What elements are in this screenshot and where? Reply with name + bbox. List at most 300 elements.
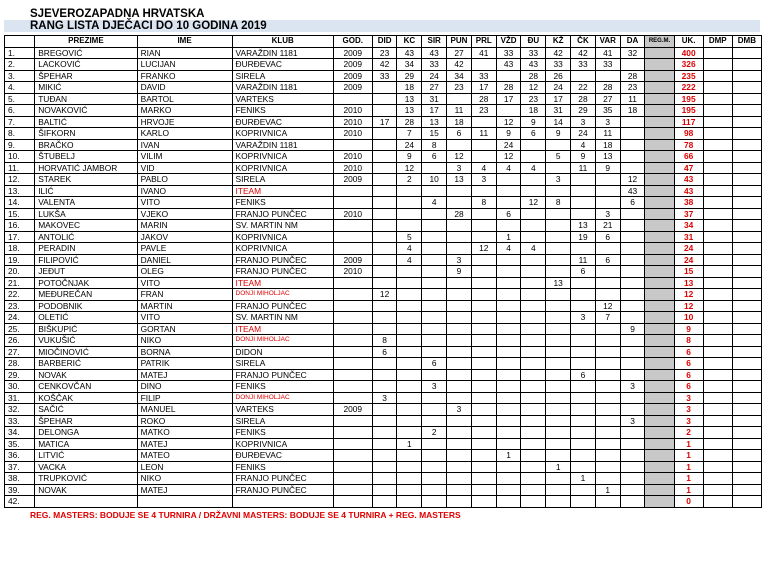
reg-masters-cell <box>645 427 674 439</box>
tournament-points-cell <box>546 392 571 404</box>
tournament-points-cell <box>372 300 397 312</box>
tournament-points-cell: 9 <box>546 128 571 140</box>
firstname-cell: PAVLE <box>137 243 232 255</box>
year-cell <box>333 484 372 496</box>
column-header: DID <box>372 36 397 48</box>
tournament-points-cell <box>496 323 521 335</box>
tournament-points-cell <box>447 231 472 243</box>
tournament-points-cell: 29 <box>397 70 422 82</box>
tournament-points-cell: 12 <box>397 162 422 174</box>
tournament-points-cell <box>595 496 620 508</box>
year-cell <box>333 335 372 347</box>
tournament-points-cell: 2 <box>422 427 447 439</box>
tournament-points-cell <box>620 404 645 416</box>
table-row <box>5 185 762 197</box>
tournament-points-cell <box>397 450 422 462</box>
tournament-points-cell <box>571 415 596 427</box>
tournament-points-cell <box>571 277 596 289</box>
year-cell: 2009 <box>333 47 372 59</box>
reg-masters-cell <box>645 438 674 450</box>
table-body <box>5 47 762 507</box>
tournament-points-cell <box>595 404 620 416</box>
tournament-points-cell <box>595 427 620 439</box>
ranking-document <box>4 8 762 520</box>
tournament-points-cell <box>372 358 397 370</box>
reg-masters-cell <box>645 346 674 358</box>
rank-cell: 3. <box>5 70 35 82</box>
tournament-points-cell: 7 <box>397 128 422 140</box>
tournament-points-cell <box>703 358 732 370</box>
tournament-points-cell <box>620 369 645 381</box>
tournament-points-cell <box>732 116 761 128</box>
reg-masters-cell <box>645 484 674 496</box>
rank-cell: 13. <box>5 185 35 197</box>
tournament-points-cell <box>703 220 732 232</box>
total-points-cell: 24 <box>674 243 703 255</box>
tournament-points-cell <box>546 300 571 312</box>
tournament-points-cell <box>397 404 422 416</box>
reg-masters-cell <box>645 139 674 151</box>
club-cell: KOPRIVNICA <box>232 231 333 243</box>
tournament-points-cell: 33 <box>595 59 620 71</box>
tournament-points-cell <box>571 208 596 220</box>
footer-note: REG. MASTERS: BODUJE SE 4 TURNIRA / DRŽAVNI MASTERS: BODUJE SE 4 TURNIRA + REG. MASTERS <box>30 509 461 520</box>
total-points-cell: 400 <box>674 47 703 59</box>
year-cell <box>333 139 372 151</box>
tournament-points-cell <box>703 450 732 462</box>
tournament-points-cell <box>546 473 571 485</box>
tournament-points-cell <box>496 174 521 186</box>
tournament-points-cell <box>595 335 620 347</box>
year-cell: 2009 <box>333 174 372 186</box>
firstname-cell: VITO <box>137 277 232 289</box>
tournament-points-cell: 41 <box>471 47 496 59</box>
tournament-points-cell <box>447 461 472 473</box>
tournament-points-cell <box>447 335 472 347</box>
tournament-points-cell <box>732 139 761 151</box>
tournament-points-cell <box>732 82 761 94</box>
tournament-points-cell <box>471 461 496 473</box>
tournament-points-cell <box>422 254 447 266</box>
tournament-points-cell <box>496 266 521 278</box>
tournament-points-cell <box>471 300 496 312</box>
tournament-points-cell <box>703 438 732 450</box>
tournament-points-cell: 8 <box>546 197 571 209</box>
tournament-points-cell <box>372 438 397 450</box>
club-cell: FENIKS <box>232 427 333 439</box>
reg-masters-cell <box>645 323 674 335</box>
rank-cell: 10. <box>5 151 35 163</box>
tournament-points-cell <box>471 415 496 427</box>
tournament-points-cell <box>595 277 620 289</box>
surname-cell: MIOČINOVIĆ <box>35 346 137 358</box>
club-cell: DIDON <box>232 346 333 358</box>
tournament-points-cell <box>546 289 571 301</box>
year-cell: 2010 <box>333 116 372 128</box>
firstname-cell: IVANO <box>137 185 232 197</box>
tournament-points-cell <box>471 473 496 485</box>
column-header: DMP <box>703 36 732 48</box>
tournament-points-cell: 3 <box>620 381 645 393</box>
tournament-points-cell <box>372 266 397 278</box>
tournament-points-cell <box>521 151 546 163</box>
tournament-points-cell <box>422 473 447 485</box>
surname-cell: NOVAKOVIĆ <box>35 105 137 117</box>
tournament-points-cell <box>732 496 761 508</box>
firstname-cell: MATEJ <box>137 369 232 381</box>
reg-masters-cell <box>645 174 674 186</box>
tournament-points-cell <box>521 323 546 335</box>
total-points-cell: 12 <box>674 300 703 312</box>
tournament-points-cell <box>471 323 496 335</box>
tournament-points-cell <box>571 197 596 209</box>
table-row <box>5 105 762 117</box>
surname-cell: NOVAK <box>35 484 137 496</box>
tournament-points-cell: 2 <box>397 174 422 186</box>
tournament-points-cell <box>703 162 732 174</box>
tournament-points-cell <box>372 151 397 163</box>
tournament-points-cell <box>397 323 422 335</box>
tournament-points-cell <box>546 346 571 358</box>
reg-masters-cell <box>645 220 674 232</box>
tournament-points-cell <box>397 185 422 197</box>
table-row <box>5 47 762 59</box>
tournament-points-cell <box>620 450 645 462</box>
club-cell: SIRELA <box>232 70 333 82</box>
total-points-cell: 1 <box>674 484 703 496</box>
surname-cell: HORVATIĆ JAMBOR <box>35 162 137 174</box>
table-row <box>5 151 762 163</box>
tournament-points-cell: 6 <box>571 266 596 278</box>
tournament-points-cell: 33 <box>496 47 521 59</box>
tournament-points-cell: 41 <box>595 47 620 59</box>
tournament-points-cell <box>372 220 397 232</box>
tournament-points-cell <box>521 450 546 462</box>
tournament-points-cell <box>447 300 472 312</box>
tournament-points-cell <box>732 369 761 381</box>
tournament-points-cell: 24 <box>496 139 521 151</box>
total-points-cell: 1 <box>674 473 703 485</box>
firstname-cell: MANUEL <box>137 404 232 416</box>
column-header: GOD. <box>333 36 372 48</box>
total-points-cell: 13 <box>674 277 703 289</box>
tournament-points-cell <box>471 369 496 381</box>
tournament-points-cell: 3 <box>471 174 496 186</box>
column-header: SIR <box>422 36 447 48</box>
tournament-points-cell <box>447 484 472 496</box>
column-header: KLUB <box>232 36 333 48</box>
tournament-points-cell: 3 <box>620 415 645 427</box>
tournament-points-cell <box>620 427 645 439</box>
firstname-cell: GORTAN <box>137 323 232 335</box>
tournament-points-cell: 23 <box>447 82 472 94</box>
reg-masters-cell <box>645 415 674 427</box>
tournament-points-cell <box>471 450 496 462</box>
tournament-points-cell: 4 <box>397 254 422 266</box>
rank-cell: 37. <box>5 461 35 473</box>
tournament-points-cell <box>372 461 397 473</box>
year-cell <box>333 231 372 243</box>
rank-cell: 33. <box>5 415 35 427</box>
tournament-points-cell <box>571 70 596 82</box>
reg-masters-cell <box>645 254 674 266</box>
tournament-points-cell <box>732 243 761 255</box>
tournament-points-cell: 6 <box>595 254 620 266</box>
firstname-cell: PABLO <box>137 174 232 186</box>
tournament-points-cell <box>397 335 422 347</box>
tournament-points-cell <box>620 496 645 508</box>
reg-masters-cell <box>645 93 674 105</box>
tournament-points-cell <box>732 473 761 485</box>
tournament-points-cell <box>703 70 732 82</box>
tournament-points-cell <box>732 59 761 71</box>
firstname-cell: IVAN <box>137 139 232 151</box>
tournament-points-cell <box>372 484 397 496</box>
table-row <box>5 70 762 82</box>
tournament-points-cell <box>422 335 447 347</box>
firstname-cell: HRVOJE <box>137 116 232 128</box>
total-points-cell: 24 <box>674 254 703 266</box>
tournament-points-cell: 21 <box>595 220 620 232</box>
rank-cell: 11. <box>5 162 35 174</box>
tournament-points-cell <box>372 174 397 186</box>
tournament-points-cell <box>620 484 645 496</box>
year-cell <box>333 277 372 289</box>
tournament-points-cell <box>447 323 472 335</box>
total-points-cell: 37 <box>674 208 703 220</box>
tournament-points-cell <box>521 484 546 496</box>
column-header: ČK <box>571 36 596 48</box>
tournament-points-cell: 4 <box>397 243 422 255</box>
tournament-points-cell: 3 <box>571 116 596 128</box>
rank-cell: 29. <box>5 369 35 381</box>
tournament-points-cell <box>422 266 447 278</box>
tournament-points-cell <box>372 128 397 140</box>
tournament-points-cell <box>496 105 521 117</box>
club-cell: SIRELA <box>232 415 333 427</box>
table-row <box>5 300 762 312</box>
surname-cell: BALTIĆ <box>35 116 137 128</box>
firstname-cell: VILIM <box>137 151 232 163</box>
tournament-points-cell <box>620 438 645 450</box>
rank-cell: 2. <box>5 59 35 71</box>
tournament-points-cell: 11 <box>595 128 620 140</box>
tournament-points-cell <box>571 484 596 496</box>
tournament-points-cell <box>732 392 761 404</box>
tournament-points-cell <box>571 438 596 450</box>
reg-masters-cell <box>645 312 674 324</box>
tournament-points-cell: 35 <box>595 105 620 117</box>
rank-cell: 36. <box>5 450 35 462</box>
rank-cell: 12. <box>5 174 35 186</box>
tournament-points-cell <box>471 254 496 266</box>
tournament-points-cell <box>471 185 496 197</box>
tournament-points-cell: 6 <box>422 358 447 370</box>
tournament-points-cell <box>732 358 761 370</box>
year-cell: 2010 <box>333 151 372 163</box>
total-points-cell: 15 <box>674 266 703 278</box>
tournament-points-cell: 11 <box>471 128 496 140</box>
reg-masters-cell <box>645 289 674 301</box>
region-title: SJEVEROZAPADNA HRVATSKA <box>30 8 205 20</box>
year-cell: 2009 <box>333 254 372 266</box>
total-points-cell: 47 <box>674 162 703 174</box>
year-cell <box>333 185 372 197</box>
tournament-points-cell: 24 <box>397 139 422 151</box>
tournament-points-cell <box>422 323 447 335</box>
surname-cell: BREGOVIĆ <box>35 47 137 59</box>
tournament-points-cell <box>397 312 422 324</box>
table-row <box>5 254 762 266</box>
list-title: RANG LISTA DJEČACI DO 10 GODINA 2019 <box>4 20 760 32</box>
tournament-points-cell <box>703 93 732 105</box>
tournament-points-cell <box>703 82 732 94</box>
reg-masters-cell <box>645 358 674 370</box>
firstname-cell: DANIEL <box>137 254 232 266</box>
club-cell: FRANJO PUNČEC <box>232 254 333 266</box>
tournament-points-cell: 12 <box>471 243 496 255</box>
tournament-points-cell <box>546 254 571 266</box>
tournament-points-cell <box>571 185 596 197</box>
tournament-points-cell <box>397 461 422 473</box>
rank-cell: 26. <box>5 335 35 347</box>
tournament-points-cell <box>620 335 645 347</box>
tournament-points-cell: 8 <box>471 197 496 209</box>
table-row <box>5 162 762 174</box>
club-cell: DONJI MIHOLJAC <box>232 392 333 404</box>
firstname-cell: BORNA <box>137 346 232 358</box>
surname-cell: KOŠČAK <box>35 392 137 404</box>
rank-cell: 24. <box>5 312 35 324</box>
tournament-points-cell <box>703 174 732 186</box>
tournament-points-cell <box>703 415 732 427</box>
total-points-cell: 3 <box>674 392 703 404</box>
rank-cell: 23. <box>5 300 35 312</box>
firstname-cell: PATRIK <box>137 358 232 370</box>
tournament-points-cell <box>546 484 571 496</box>
table-row <box>5 473 762 485</box>
reg-masters-cell <box>645 70 674 82</box>
surname-cell: ŠPEHAR <box>35 70 137 82</box>
firstname-cell: FRAN <box>137 289 232 301</box>
surname-cell: SAČIĆ <box>35 404 137 416</box>
firstname-cell: BARTOL <box>137 93 232 105</box>
reg-masters-cell <box>645 105 674 117</box>
club-cell: VARAŽDIN 1181 <box>232 139 333 151</box>
tournament-points-cell: 13 <box>447 174 472 186</box>
year-cell <box>333 415 372 427</box>
tournament-points-cell <box>703 381 732 393</box>
surname-cell: VACKA <box>35 461 137 473</box>
rank-cell: 20. <box>5 266 35 278</box>
firstname-cell: MATEO <box>137 450 232 462</box>
tournament-points-cell: 17 <box>471 82 496 94</box>
table-row <box>5 392 762 404</box>
surname-cell: TUĐAN <box>35 93 137 105</box>
column-header: REG.M. <box>645 36 674 48</box>
tournament-points-cell <box>496 254 521 266</box>
rank-cell: 4. <box>5 82 35 94</box>
tournament-points-cell <box>447 220 472 232</box>
rank-cell: 21. <box>5 277 35 289</box>
total-points-cell: 6 <box>674 381 703 393</box>
tournament-points-cell <box>732 335 761 347</box>
tournament-points-cell <box>397 266 422 278</box>
tournament-points-cell <box>620 392 645 404</box>
tournament-points-cell <box>595 289 620 301</box>
total-points-cell: 222 <box>674 82 703 94</box>
column-header: PUN <box>447 36 472 48</box>
tournament-points-cell <box>521 231 546 243</box>
tournament-points-cell <box>496 335 521 347</box>
firstname-cell: VJEKO <box>137 208 232 220</box>
surname-cell: LUKŠA <box>35 208 137 220</box>
tournament-points-cell: 5 <box>397 231 422 243</box>
tournament-points-cell <box>471 151 496 163</box>
firstname-cell: NIKO <box>137 473 232 485</box>
tournament-points-cell <box>447 358 472 370</box>
tournament-points-cell: 12 <box>496 151 521 163</box>
tournament-points-cell <box>372 277 397 289</box>
firstname-cell: JAKOV <box>137 231 232 243</box>
tournament-points-cell <box>471 404 496 416</box>
tournament-points-cell <box>703 151 732 163</box>
tournament-points-cell: 13 <box>571 220 596 232</box>
tournament-points-cell <box>571 381 596 393</box>
tournament-points-cell: 43 <box>422 47 447 59</box>
tournament-points-cell <box>496 300 521 312</box>
firstname-cell: ROKO <box>137 415 232 427</box>
year-cell: 2009 <box>333 404 372 416</box>
tournament-points-cell <box>521 381 546 393</box>
year-cell <box>333 323 372 335</box>
tournament-points-cell <box>496 289 521 301</box>
tournament-points-cell <box>397 496 422 508</box>
tournament-points-cell <box>471 346 496 358</box>
surname-cell: ILIĆ <box>35 185 137 197</box>
tournament-points-cell <box>595 266 620 278</box>
tournament-points-cell: 42 <box>447 59 472 71</box>
rank-cell: 19. <box>5 254 35 266</box>
tournament-points-cell <box>372 105 397 117</box>
tournament-points-cell <box>732 300 761 312</box>
table-row <box>5 277 762 289</box>
tournament-points-cell <box>521 277 546 289</box>
surname-cell: ŠIFKORN <box>35 128 137 140</box>
tournament-points-cell: 17 <box>372 116 397 128</box>
tournament-points-cell: 24 <box>546 82 571 94</box>
tournament-points-cell <box>372 231 397 243</box>
tournament-points-cell: 15 <box>422 128 447 140</box>
club-cell: KOPRIVNICA <box>232 128 333 140</box>
tournament-points-cell <box>372 93 397 105</box>
tournament-points-cell <box>372 82 397 94</box>
tournament-points-cell <box>372 450 397 462</box>
tournament-points-cell <box>447 185 472 197</box>
tournament-points-cell <box>372 404 397 416</box>
table-row <box>5 243 762 255</box>
tournament-points-cell: 9 <box>397 151 422 163</box>
tournament-points-cell <box>397 369 422 381</box>
tournament-points-cell <box>620 231 645 243</box>
tournament-points-cell <box>732 174 761 186</box>
tournament-points-cell: 1 <box>397 438 422 450</box>
tournament-points-cell <box>595 369 620 381</box>
club-cell: FRANJO PUNČEC <box>232 208 333 220</box>
firstname-cell: DINO <box>137 381 232 393</box>
tournament-points-cell <box>521 369 546 381</box>
tournament-points-cell: 9 <box>447 266 472 278</box>
